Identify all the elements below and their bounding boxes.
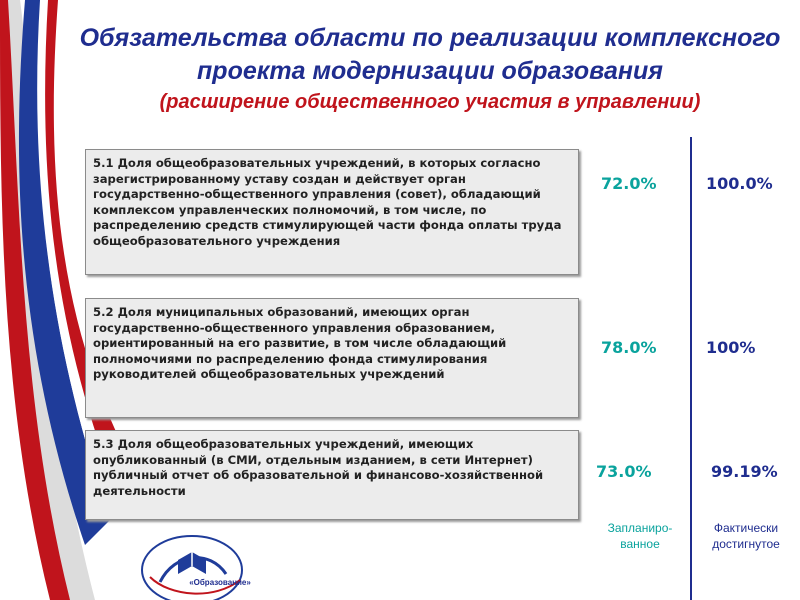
legend-actual-line1: Фактически [713,521,779,535]
planned-value-5-3: 73.0% [596,462,652,481]
indicator-card-5-2 [85,298,579,418]
indicator-text: 5.3 Доля общеобразовательных учреждений, имеющих опубликованный (в СМИ, отдельным изданием, в сети Интернет) публичный отчет об образовательной и финансово-хозяйственной деятельности [93,437,544,498]
legend-planned [592,520,688,552]
legend-planned-line1: Запланиро- [607,521,673,535]
indicator-card-5-3 [85,430,579,520]
indicator-text: 5.1 Доля общеобразовательных учреждений, в которых согласно зарегистрированному уставу создан и действует орган государственно-общественного управления (совет), обладающий комплексом управленческих полномочий, в том числе, по распределению средств стимулирующей части фонда оплаты труда общеобразовательного учреждения [93,156,562,248]
legend-planned-line2: ванное [620,537,660,551]
indicator-card-5-1 [85,149,579,275]
actual-value-5-1: 100.0% [706,174,773,193]
legend-actual [694,520,798,552]
actual-value-5-2: 100% [706,338,756,357]
page-title [70,22,790,116]
title-line-1: Обязательства области по реализации комплексного [79,24,781,52]
planned-value-5-1: 72.0% [601,174,657,193]
column-divider [690,137,692,600]
title-line-2: проекта модернизации образования [197,57,663,85]
indicator-text: 5.2 Доля муниципальных образований, имеющих орган государственно-общественного управления образованием, ориентированный на его развитие, в том числе обладающий полномочиями по распределению фонда стимулирования руководителей общеобразовательных учреждений [93,305,507,381]
education-project-logo [130,522,270,600]
subtitle: (расширение общественного участия в управлении) [159,91,701,113]
actual-value-5-3: 99.19% [711,462,778,481]
planned-value-5-2: 78.0% [601,338,657,357]
logo-caption: «Образование» [189,578,251,587]
legend-actual-line2: достигнутое [712,537,780,551]
